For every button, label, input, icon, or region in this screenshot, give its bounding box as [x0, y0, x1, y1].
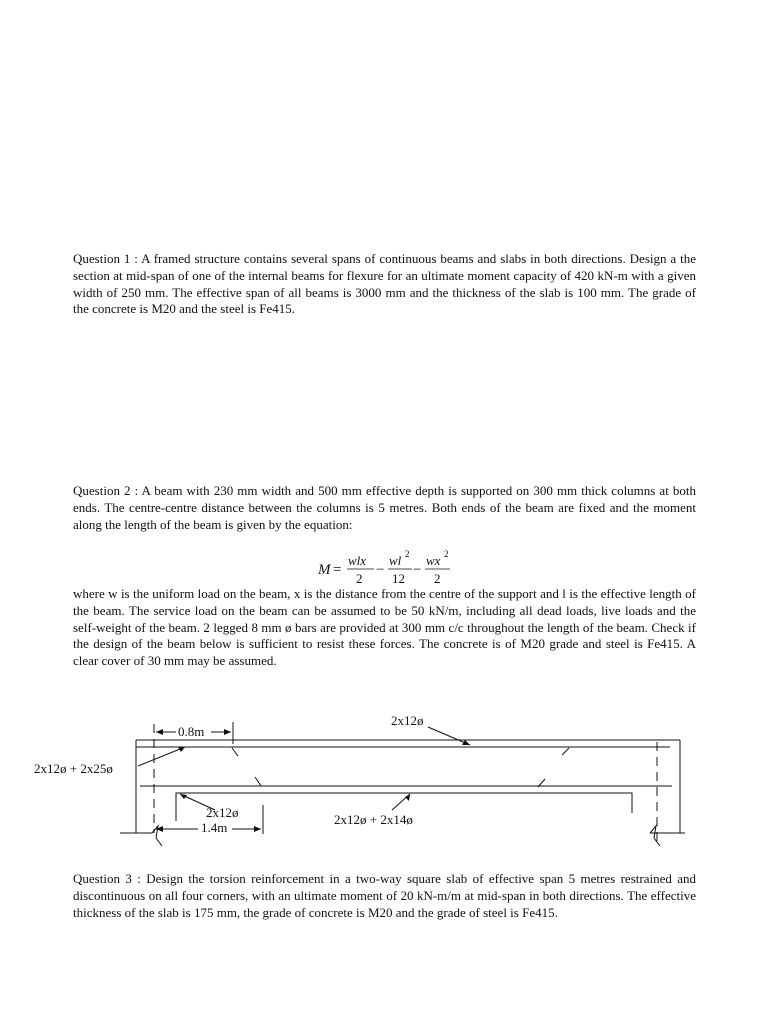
arrowhead-0.8m-left [156, 729, 163, 735]
bottom-left-bars-label: 2x12ø [206, 805, 239, 820]
term1-denominator: 2 [356, 571, 363, 586]
right-break-mark [650, 826, 660, 846]
top-bar-curtail-tick-right [562, 748, 569, 755]
term3-denominator: 2 [434, 571, 441, 586]
dimension-0.8m-label: 0.8m [178, 724, 205, 739]
term2-exponent: 2 [405, 549, 410, 559]
equation-equals: = [333, 562, 342, 578]
term3-exponent: 2 [444, 549, 449, 559]
arrowhead-1.4m-right [254, 826, 261, 832]
equation-minus-2: − [413, 562, 422, 578]
term3-numerator: wx [426, 553, 441, 568]
top-bar-curtail-tick-left [232, 748, 238, 756]
question-2-intro: Question 2 : A beam with 230 mm width and 500 mm effective depth is supported on 300 mm thick columns at both ends. The centre-centre distance between the columns is 5 metres. Both ends of the beam are fixed and the moment along the length of the beam is given by the equation: [73, 483, 696, 532]
bottom-bars-label: 2x12ø + 2x14ø [334, 812, 413, 827]
bottom-bar-curtail-tick-left [255, 777, 261, 786]
question-2-body: where w is the uniform load on the beam, x is the distance from the centre of the support and l is the effective length of the beam. The service load on the beam can be assumed to be 50 kN/m, including all dead loads, live loads and the self-weight of the beam. 2 legged 8 mm ø bars are provided at 300 mm c/c throughout the length of the beam. Check if the design of the beam below is sufficient to resist these forces. The concrete is of M20 grade and steel is Fe415. A clear cover of 30 mm may be assumed. [73, 586, 696, 669]
arrowhead-0.8m-right [224, 729, 231, 735]
equation-minus-1: − [376, 562, 385, 578]
dimension-1.4m-label: 1.4m [201, 820, 228, 835]
equation-lhs: M [318, 562, 331, 578]
term2-denominator: 12 [392, 571, 405, 586]
left-bars-leader [138, 747, 185, 766]
top-bars-label: 2x12ø [391, 713, 424, 728]
question-1-text: Question 1 : A framed structure contains several spans of continuous beams and slabs in both directions. Design a the section at mid-span of one of the internal beams for flexure for an ultimate moment capacity of 420 kN-m with a given width of 250 mm. The effective span of all beams is 3000 mm and the thickness of the slab is 100 mm. The grade of the concrete is M20 and the steel is Fe415. [73, 251, 696, 317]
question-3-text: Question 3 : Design the torsion reinforcement in a two-way square slab of effective span 5 metres restrained and discontinuous on all four corners, with an ultimate moment of 20 kN-m/m at mid-span in both directions. The effective thickness of the slab is 175 mm, the grade of concrete is M20 and the grade of steel is Fe415. [73, 871, 696, 920]
arrowhead-bottom-bars [405, 794, 410, 801]
term1-numerator: wlx [348, 553, 367, 568]
term2-numerator: wl [389, 553, 402, 568]
left-bars-label: 2x12ø + 2x25ø [34, 761, 113, 776]
